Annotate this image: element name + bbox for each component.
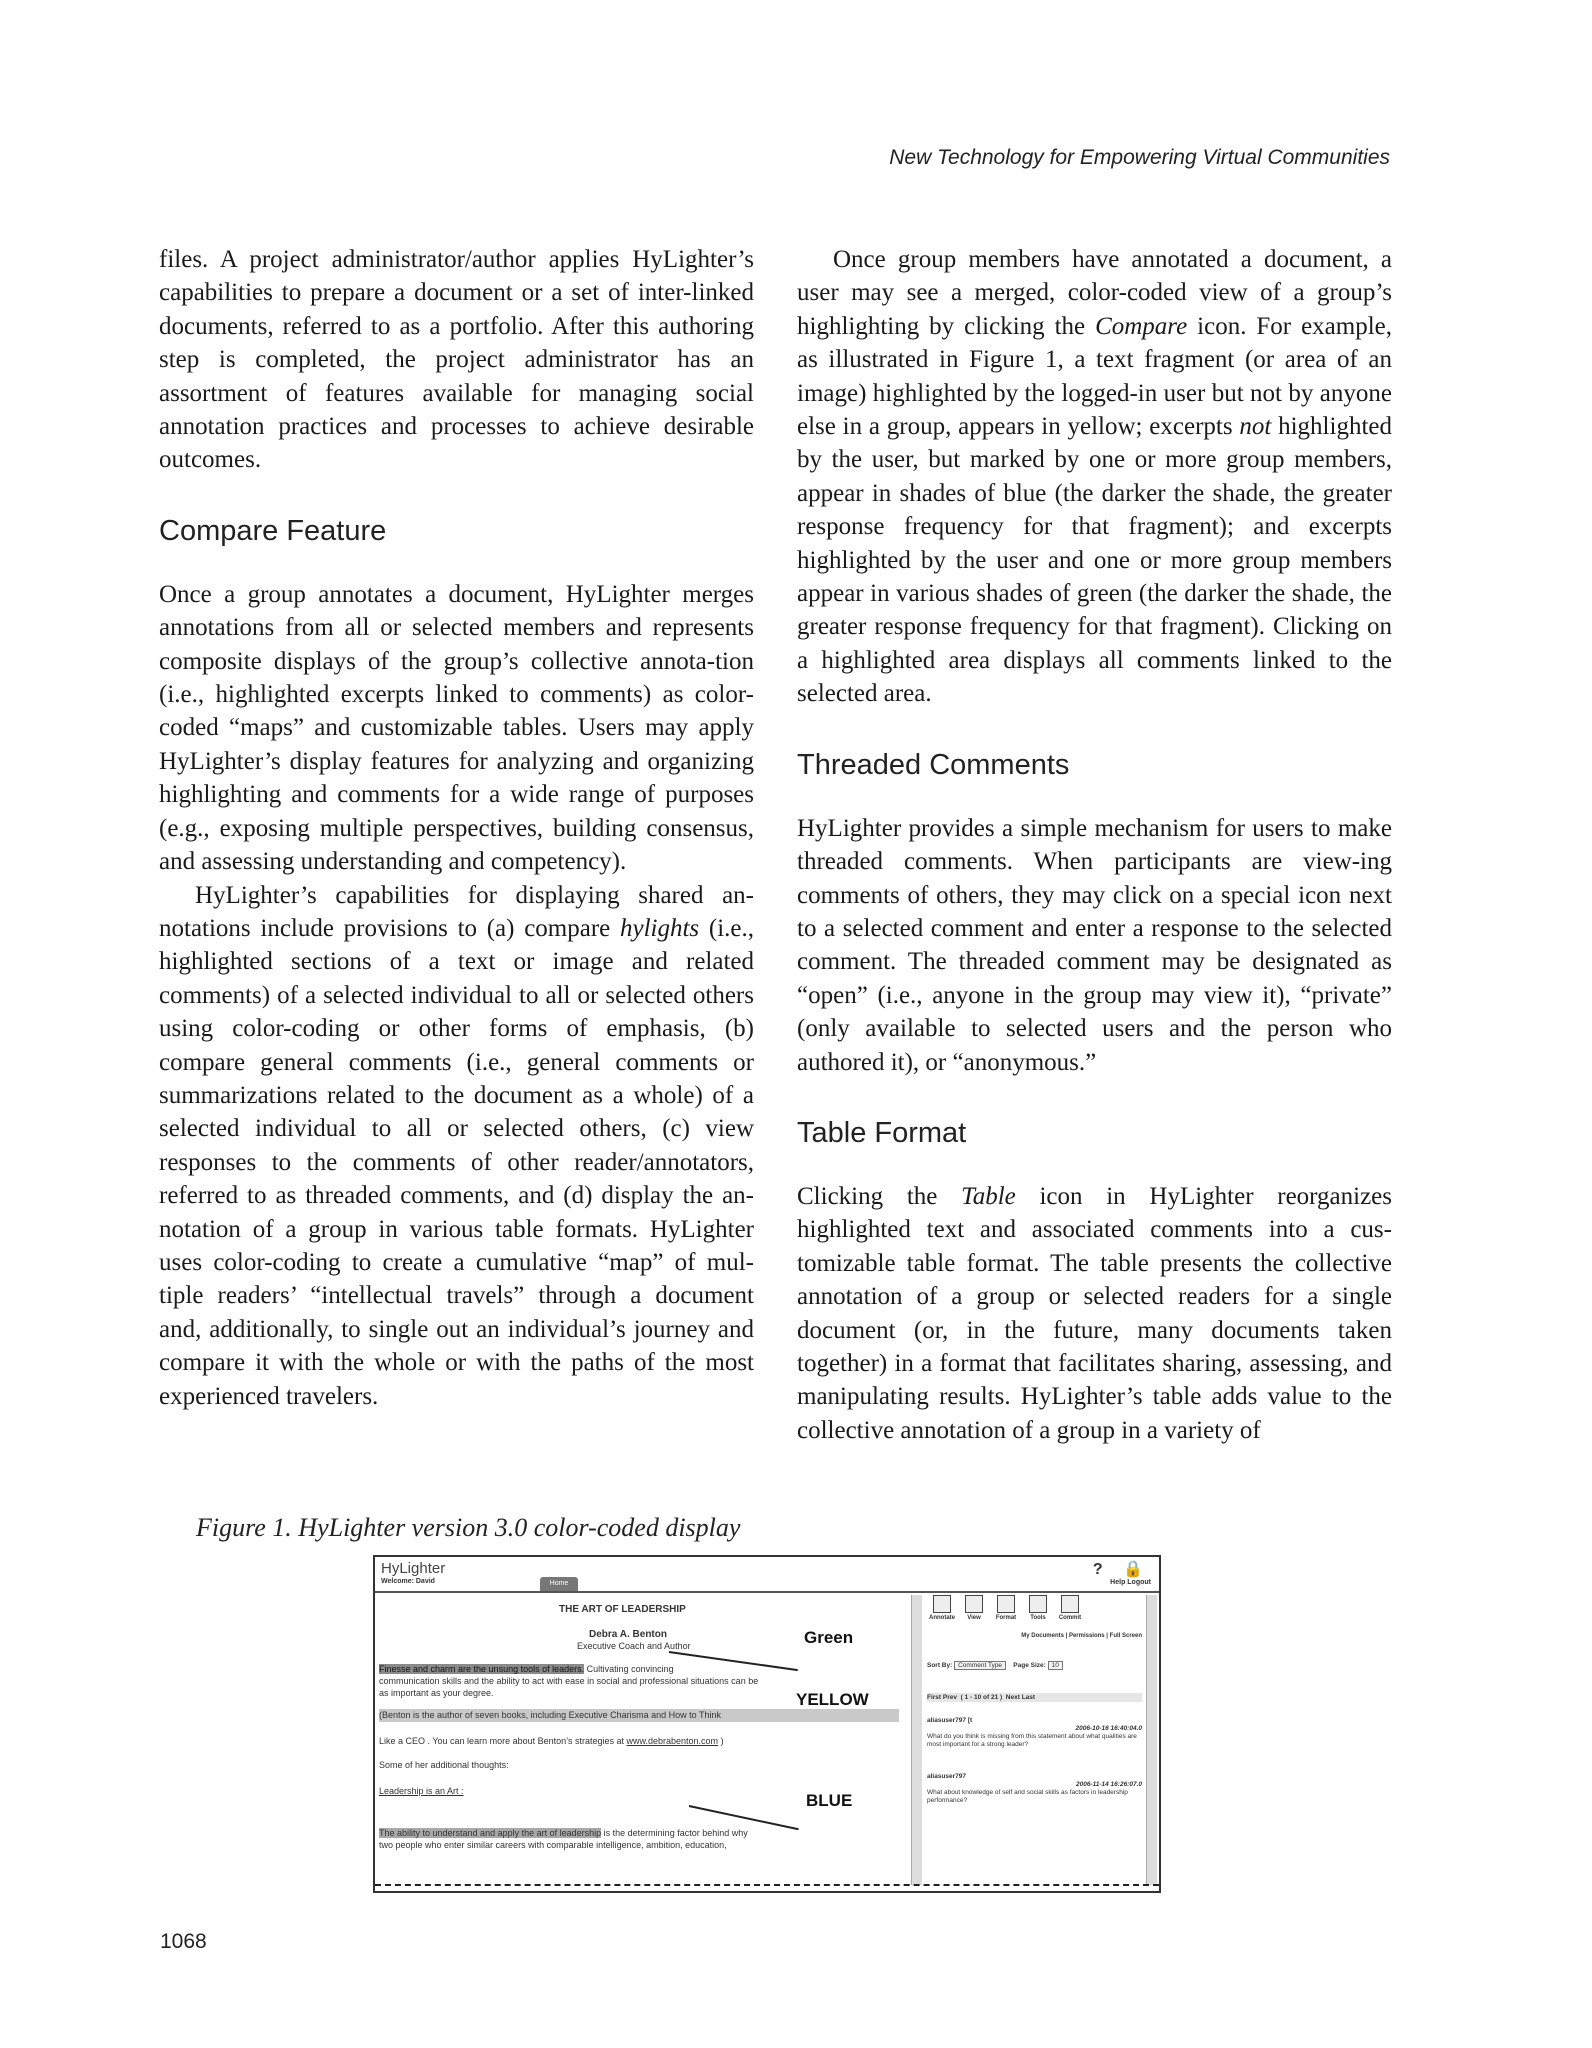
doc-line: as important as your degree. (379, 1688, 494, 1698)
label-blue: BLUE (806, 1791, 853, 1810)
doc-line: Finesse and charm are the unsung tools of leaders. Cultivating convincing (379, 1664, 674, 1674)
doc-line: two people who enter similar careers with comparable intelligence, ambition, education, (379, 1840, 727, 1850)
section-heading-table: Table Format (797, 1116, 967, 1149)
paragraph: files. A project administrator/author applies HyLighter’s capabilities to prepare a document or a set of inter-linked documents, referred to as a portfolio. After this authoring step is completed, the project administrator has an assortment of features available for managing social annotation practices and processes to achieve desirable outcomes. (159, 246, 754, 474)
highlight-yellow: (Benton is the author of seven books, including Executive Charisma and How to Think (379, 1709, 899, 1722)
emphasis: Table (961, 1182, 1016, 1210)
document-view (379, 1595, 909, 1885)
tool-view: View (959, 1595, 989, 1621)
highlight-green: Finesse and charm are the unsung tools of leaders. (379, 1664, 585, 1674)
comment-item: aliasuser797 2006-11-14 16:26:07.0 What about knowledge of self and social skills as factors in leadership performance? (927, 1773, 1142, 1804)
panel-tabs: My Documents | Permissions | Full Screen (1021, 1633, 1142, 1639)
welcome-text: Welcome: David (381, 1578, 435, 1585)
doc-author: Debra A. Benton (589, 1629, 667, 1640)
annotate-icon (933, 1595, 951, 1613)
doc-link: Leadership is an Art : (379, 1786, 464, 1796)
tool-tools: Tools (1023, 1595, 1053, 1621)
emphasis: not (1239, 413, 1272, 441)
figure-screenshot (373, 1555, 1161, 1893)
view-icon (965, 1595, 983, 1613)
section-heading-threaded: Threaded Comments (797, 748, 1070, 781)
doc-scrollbar (911, 1595, 922, 1885)
format-icon (997, 1595, 1015, 1613)
section-heading-compare: Compare Feature (159, 514, 387, 547)
tool-format: Format (991, 1595, 1021, 1621)
highlight-blue: The ability to understand and apply the art of leadership (379, 1828, 602, 1838)
tool-commit: Commit (1055, 1595, 1085, 1621)
emphasis: Compare (1095, 312, 1188, 340)
figure-caption: Figure 1. HyLighter version 3.0 color-coded display (196, 1513, 741, 1542)
emphasis: hylights (619, 914, 700, 942)
pagination: First Prev ( 1 - 10 of 21 ) Next Last (927, 1693, 1142, 1702)
left-column (159, 243, 754, 1413)
app-logo: HyLighter (381, 1560, 446, 1577)
doc-line: Like a CEO . You can learn more about Benton’s strategies at www.debrabenton.com ) (379, 1736, 724, 1746)
help-logout: ? 🔒 Help Logout (1092, 1561, 1151, 1586)
right-column (797, 243, 1392, 1447)
commit-icon (1061, 1595, 1079, 1613)
sort-controls: Sort By: Comment Type Page Size: 10 (927, 1661, 1142, 1670)
doc-line: The ability to understand and apply the art of leadership is the determining factor behind why (379, 1828, 748, 1838)
paragraph: HyLighter provides a simple mechanism for users to make threaded comments. When participants are view-ing comments of others, they may click on a special icon next to a selected comment and enter a response to the selected comment. The threaded comment may be designated as “open” (i.e., anyone in the group may view it), “private” (only available to selected users and the person who authored it), or “anonymous.” (797, 814, 1392, 1076)
torn-edge (375, 1884, 1159, 1891)
paragraph: Clicking the Table icon in HyLighter reorganizes highlighted text and associated comments into a cus-tomizable table format. The table presents the collective annotation of a group or selected readers for a single document (or, in the future, many documents taken together) in a format that facilitates sharing, assessing, and manipulating results. HyLighter’s table adds value to the collective annotation of a group in a variety of (797, 1182, 1392, 1444)
doc-title: THE ART OF LEADERSHIP (559, 1604, 686, 1615)
panel-toolbar (927, 1595, 1142, 1623)
doc-role: Executive Coach and Author (577, 1641, 691, 1651)
paragraph: Once group members have annotated a document, a user may see a merged, color-coded view of a group’s highlighting by clicking the Compare icon. For example, as illustrated in Figure 1, a text fragment (or area of an image) highlighted by the logged-in user but not by anyone else in a group, appears in yellow; excerpts not highlighted by the user, but marked by one or more group members, appear in shades of blue (the darker the shade, the greater response frequency for that fragment); and excerpts highlighted by the user and one or more group members appear in various shades of green (the darker the shade, the greater response frequency for that fragment). Clicking on a highlighted area displays all comments linked to the selected area. (797, 246, 1392, 708)
running-head: New Technology for Empowering Virtual Communities (889, 146, 1390, 169)
doc-link: www.debrabenton.com (626, 1736, 719, 1746)
help-icon: ? 🔒 (1092, 1561, 1151, 1578)
label-yellow: YELLOW (796, 1690, 869, 1709)
doc-line: communication skills and the ability to act with ease in social and professional situations can be (379, 1676, 759, 1686)
paragraph: HyLighter’s capabilities for displaying shared an-notations include provisions to (a) compare hylights (i.e., highlighted sections of a text or image and related comments) of a selected individual to all or selected others using color-coding or other forms of emphasis, (b) compare general comments (i.e., general comments or summarizations related to the document as a whole) of a selected individual to all or selected others, (c) view responses to the comments of other reader/annotators, referred to as threaded comments, and (d) display the an-notation of a group in various table formats. HyLighter uses color-coding to create a cumulative “map” of mul-tiple readers’ “intellectual travels” through a document and, additionally, to single out an individual’s journey and compare it with the whole or with the paths of the most experienced travelers. (159, 881, 754, 1410)
page-size-select: 10 (1048, 1661, 1063, 1670)
page-number: 1068 (160, 1930, 207, 1953)
sort-select: Comment Type (954, 1661, 1006, 1670)
doc-line: Some of her additional thoughts: (379, 1760, 509, 1770)
panel-scrollbar (1146, 1595, 1157, 1885)
tools-icon (1029, 1595, 1047, 1613)
label-green: Green (804, 1628, 854, 1647)
paragraph: Once a group annotates a document, HyLighter merges annotations from all or selected members and represents composite displays of the group’s collective annota-tion (i.e., highlighted excerpts linked to comments) as color-coded “maps” and customizable tables. Users may apply HyLighter’s display features for analyzing and organizing highlighting and comments for a wide range of purposes (e.g., exposing multiple perspectives, building consensus, and assessing understanding and competency). (159, 580, 754, 876)
tool-annotate: Annotate (927, 1595, 957, 1621)
tab-home: Home (540, 1577, 578, 1591)
comment-panel (927, 1595, 1142, 1885)
app-topbar (375, 1557, 1159, 1593)
comment-item: aliasuser797 [t 2006-10-16 16:40:04.0 What do you think is missing from this statement about what qualities are most important for a strong leader? (927, 1717, 1142, 1748)
